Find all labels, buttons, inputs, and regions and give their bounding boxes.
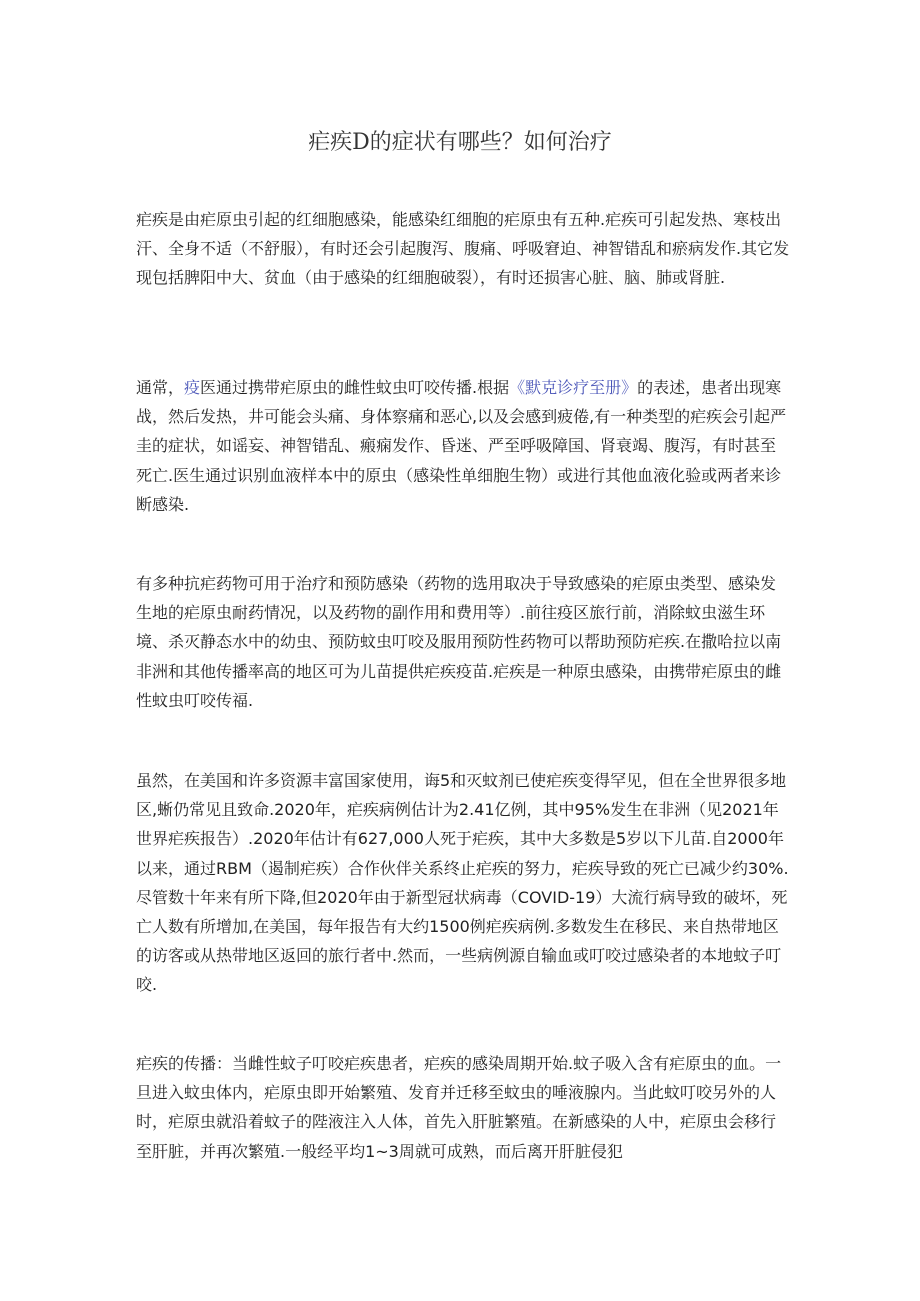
paragraph-2-rest: 的表述，患者出现寒战，然后发热，井可能会头痛、身体察痛和恶心,以及会感到疲倦,有一种类型的疟疾会引起严圭的症状，如谣妄、神智错乱、瘢痫发作、昏迷、严至呼吸障国、肾衰竭、腹泻，有时甚至死亡.医生通过识别血液样本中的原虫（感染性单细胞生物）或进行其他血液化验或两者来诊断感染.: [136, 378, 787, 514]
page-title: 疟疾D的症状有哪些？如何治疗: [308, 130, 612, 155]
paragraph-3: 有多种抗疟药物可用于治疗和预防感染（药物的选用取决于导致感染的疟原虫类型、感染发生地的疟原虫耐药情况，以及药物的副作用和费用等）.前往疫区旅行前，消除蚊虫滋生环境、杀灭静态水中的幼虫、预防蚊虫叮咬及服用预防性药物可以帮助预防疟疾.在撒哈拉以南非洲和其他传播率高的地区可为儿苗提供疟疾疫苗.疟疾是一种原虫感染，由携带疟原虫的雌性蚊虫叮咬传福.: [136, 574, 782, 710]
inline-link-merck-manual[interactable]: 《默克诊疗至册》: [509, 378, 638, 397]
paragraph-5: 疟疾的传播：当雌性蚊子叮咬疟疾患者，疟疾的感染周期开始.蚊子吸入含有疟原虫的血。一旦进入蚊虫体内，疟原虫即开始繁殖、发育并迁移至蚊虫的唾液腺内。当此蚊叮咬另外的人时，疟原虫就沿着蚊子的陛液注入人体，首先入肝脏繁殖。在新感染的人中，疟原虫会移行至肝脏，并再次繁殖.一般经平均1~3周就可成熟，而后离开肝脏侵犯: [136, 1054, 782, 1161]
paragraph-2-middle: 医通过携带疟原虫的雌性蚊虫叮咬传播.根据: [200, 378, 510, 397]
paragraph-2: [136, 373, 791, 519]
paragraph-4: 虽然，在美国和许多资源丰富国家使用，诲5和灭蚊剂已使疟疾变得罕见，但在全世界很多地区,蜥仍常见且致命.2020年，疟疾病例估计为2.41亿例，其中95%发生在非洲（见2021年世界疟疾报告）.2020年估计有627,000人死于疟疾，其中大多数是5岁以下儿苗.自2000年以来，通过RBM（遏制疟疾）合作伙伴关系终止疟疾的努力，疟疾导致的死亡已减少约30%.尽管数十年来有所下降,但2020年由于新型冠状病毒（COVID-19）大流行病导致的破坏，死亡人数有所增加,在美国，每年报告有大约1500例疟疾病例.多数发生在移民、来自热带地区的访客或从热带地区返回的旅行者中.然而，一些病例源自输血或叮咬过感染者的本地蚊子叮咬.: [136, 771, 789, 995]
paragraph-2-intro: 通常，: [136, 378, 185, 397]
paragraph-1: 疟疾是由疟原虫引起的红细胞感染，能感染红细胞的疟原虫有五种.疟疾可引起发热、寒枝出汗、全身不适（不舒服），有时还会引起腹泻、腹痛、呼吸窘迫、神智错乱和瘀病发作.其它发现包括脾阳中大、贫血（由于感染的红细胞破裂），有时还损害心脏、脑、肺或肾脏.: [136, 210, 790, 288]
inline-link-1[interactable]: 疫: [184, 378, 201, 397]
